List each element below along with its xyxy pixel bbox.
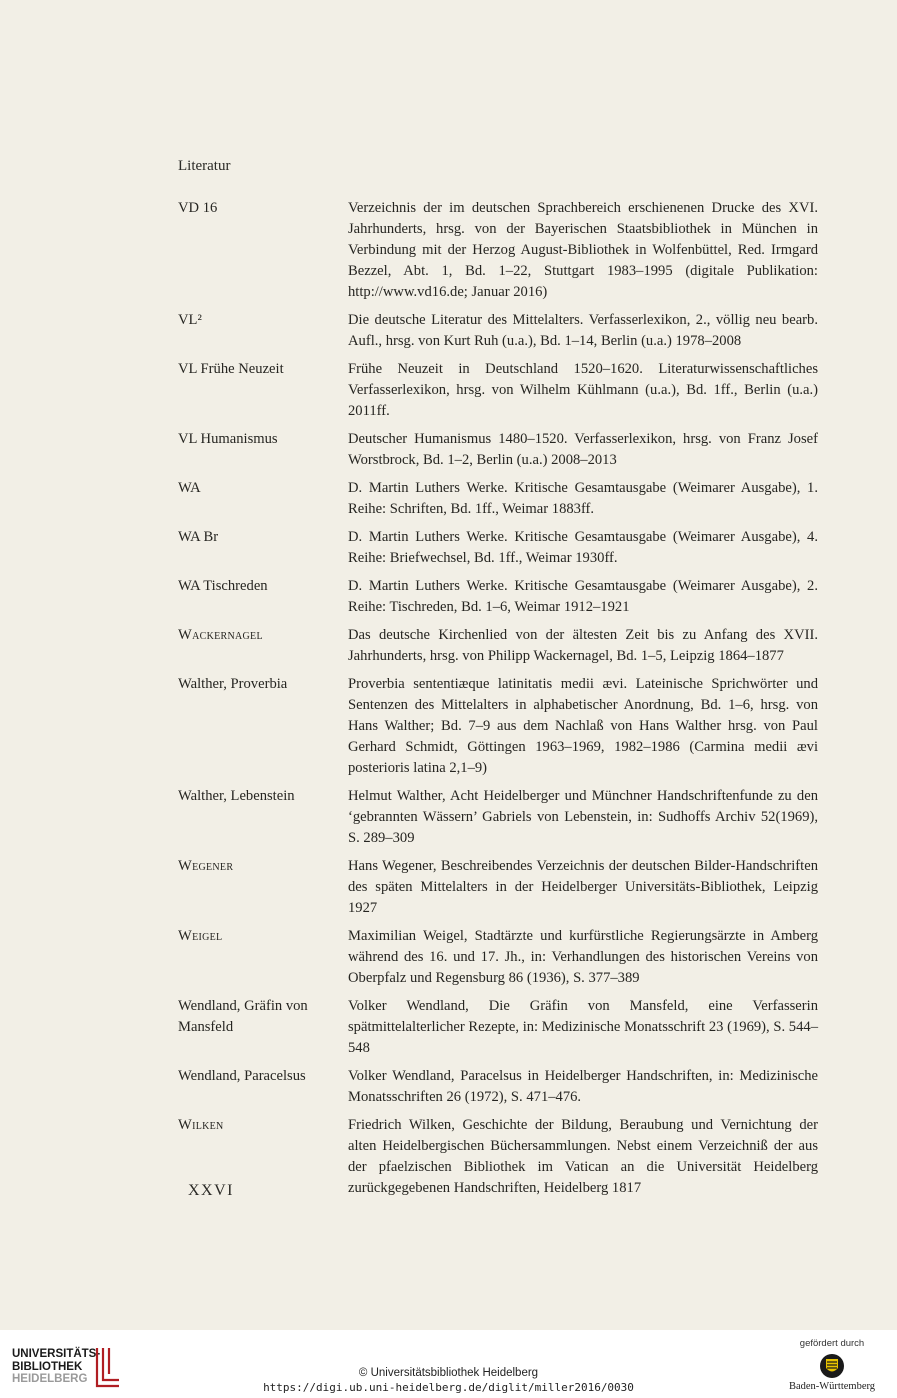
bibliography-entry: [178, 310, 818, 352]
entry-reference: Friedrich Wilken, Geschichte der Bildung, Beraubung und Vernichtung der alten Heidelbergischen Büchersammlungen. Nebst einem Verzeichniß der aus der pfaelzischen Bibliothek im Vatican an die Universität Heidelberg zurückgegebenen Handschriften, Heidelberg 1817: [348, 1117, 818, 1196]
entry-abbreviation: VL Humanismus: [178, 431, 278, 447]
entry-reference: Hans Wegener, Beschreibendes Verzeichnis der deutschen Bilder-Handschriften des späten Mittelalters in der Heidelberger Universitäts-Bibliothek, Leipzig 1927: [348, 858, 818, 916]
permalink[interactable]: https://digi.ub.uni-heidelberg.de/diglit/miller2016/0030: [263, 1381, 634, 1394]
entry-reference: D. Martin Luthers Werke. Kritische Gesamtausgabe (Weimarer Ausgabe), 2. Reihe: Tischreden, Bd. 1–6, Weimar 1912–1921: [348, 578, 818, 615]
bibliography-list: [178, 198, 818, 1206]
entry-abbreviation: Wackernagel: [178, 627, 263, 643]
bibliography-entry: [178, 926, 818, 989]
entry-reference: Verzeichnis der im deutschen Sprachbereich erschienenen Drucke des XVI. Jahrhunderts, hrsg. von der Bayerischen Staatsbibliothek in München in Verbindung mit der Herzog August-Bibliothek in Wolfenbüttel, Red. Irmgard Bezzel, Abt. 1, Bd. 1–22, Stuttgart 1983–1995 (digitale Publikation: http://www.vd16.de; Januar 2016): [348, 200, 818, 300]
entry-reference: D. Martin Luthers Werke. Kritische Gesamtausgabe (Weimarer Ausgabe), 1. Reihe: Schriften, Bd. 1ff., Weimar 1883ff.: [348, 480, 818, 517]
bibliography-entry: [178, 478, 818, 520]
entry-reference: Proverbia sententiæque latinitatis medii ævi. Lateinische Sprichwörter und Sentenzen des Mittelalters in alphabetischer Anordnung, Bd. 1–6, hrsg. von Hans Walther; Bd. 7–9 aus dem Nachlaß von Hans Walther hrsg. von Paul Gerhard Schmidt, Göttingen 1963–1969, 1982–1986 (Carmina medii ævi posterioris latina 2,1–9): [348, 676, 818, 776]
entry-reference: Volker Wendland, Die Gräfin von Mansfeld, eine Verfasserin spätmittelalterlicher Rezepte, in: Medizinische Monatsschrift 23 (1969), S. 544–548: [348, 998, 818, 1056]
entry-abbreviation: Wendland, Paracelsus: [178, 1068, 306, 1084]
sponsor-label: gefördert durch: [799, 1338, 865, 1349]
bibliography-entry: [178, 1115, 818, 1199]
entry-reference: D. Martin Luthers Werke. Kritische Gesamtausgabe (Weimarer Ausgabe), 4. Reihe: Briefwechsel, Bd. 1ff., Weimar 1930ff.: [348, 529, 818, 566]
entry-abbreviation: Walther, Lebenstein: [178, 788, 295, 804]
bibliography-entry: [178, 674, 818, 779]
bibliography-entry: [178, 996, 818, 1059]
coat-of-arms-icon: [819, 1353, 845, 1379]
bibliography-entry: [178, 786, 818, 849]
entry-abbreviation: WA Br: [178, 529, 219, 545]
bibliography-entry: [178, 856, 818, 919]
bibliography-entry: [178, 359, 818, 422]
entry-abbreviation: Wilken: [178, 1117, 224, 1133]
bibliography-entry: [178, 527, 818, 569]
entry-reference: Maximilian Weigel, Stadtärzte und kurfürstliche Regierungsärzte in Amberg während des 16. und 17. Jh., in: Verhandlungen des historischen Vereins von Oberpfalz und Regensburg 86 (1936), S. 377–389: [348, 928, 818, 986]
library-line-1: UNIVERSITÄTS-: [12, 1348, 101, 1360]
bibliography-entry: [178, 576, 818, 618]
entry-abbreviation: WA: [178, 480, 201, 496]
entry-abbreviation: Weigel: [178, 928, 223, 944]
bibliography-entry: [178, 625, 818, 667]
entry-abbreviation: WA Tischreden: [178, 578, 268, 594]
bibliography-entry: [178, 1066, 818, 1108]
page-number: XXVI: [188, 1182, 234, 1199]
bibliography-entry: [178, 429, 818, 471]
entry-abbreviation: VD 16: [178, 200, 218, 216]
sponsor-block: [777, 1338, 887, 1392]
entry-abbreviation: Walther, Proverbia: [178, 676, 288, 692]
copyright-notice: © Universitätsbibliothek Heidelberg: [358, 1367, 539, 1379]
running-header: Literatur: [178, 158, 231, 174]
entry-reference: Volker Wendland, Paracelsus in Heidelberger Handschriften, in: Medizinische Monatsschriften 26 (1972), S. 471–476.: [348, 1068, 818, 1105]
library-line-3: HEIDELBERG: [12, 1373, 88, 1385]
entry-reference: Frühe Neuzeit in Deutschland 1520–1620. Literaturwissenschaftliches Verfasserlexikon, hrsg. von Wilhelm Kühlmann (u.a.), Bd. 1ff., Berlin (u.a.) 2011ff.: [348, 361, 818, 419]
entry-reference: Die deutsche Literatur des Mittelalters. Verfasserlexikon, 2., völlig neu bearb. Aufl., hrsg. von Kurt Ruh (u.a.), Bd. 1–14, Berlin (u.a.) 1978–2008: [348, 312, 818, 349]
entry-reference: Das deutsche Kirchenlied von der ältesten Zeit bis zu Anfang des XVII. Jahrhunderts, hrsg. von Philipp Wackernagel, Bd. 1–5, Leipzig 1864–1877: [348, 627, 818, 664]
entry-abbreviation: VL²: [178, 312, 202, 328]
sponsor-name: Baden-Württemberg: [788, 1381, 876, 1392]
entry-reference: Deutscher Humanismus 1480–1520. Verfasserlexikon, hrsg. von Franz Josef Worstbrock, Bd. 1–2, Berlin (u.a.) 2008–2013: [348, 431, 818, 468]
entry-reference: Helmut Walther, Acht Heidelberger und Münchner Handschriftenfunde zu den ‘gebrannten Wässern’ Gabriels von Lebenstein, in: Sudhoffs Archiv 52(1969), S. 289–309: [348, 788, 818, 846]
library-line-2: BIBLIOTHEK: [12, 1360, 83, 1373]
entry-abbreviation: Wendland, Gräfin von Mansfeld: [178, 998, 308, 1035]
bibliography-entry: [178, 198, 818, 303]
entry-abbreviation: VL Frühe Neuzeit: [178, 361, 284, 377]
entry-abbreviation: Wegener: [178, 858, 234, 874]
